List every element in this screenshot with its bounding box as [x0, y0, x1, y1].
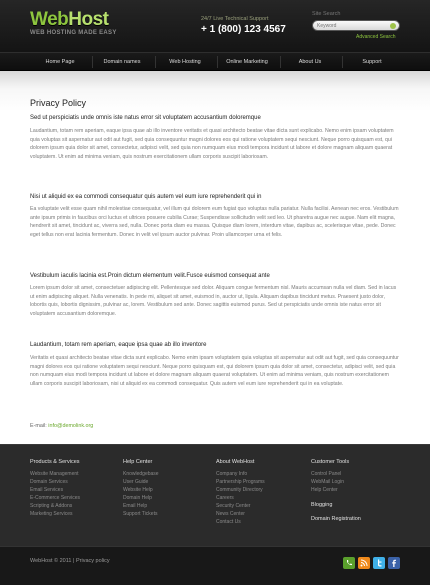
section-text: Ea voluptate velit esse quam nihil molestiae consequatur, vel illum qui dolorem eum fugiat quo voluptas nulla pariatur. Nulla facilisi. Aenean nec eros. Vestibulum ante ipsum primis in faucibus orci luctus et ultrices posuere cubilia Curae; Suspendisse sollicitudin velit sed leo. Ut pharetra augue nec augue. Nam elit magna, hendrerit sit amet, tincidunt ac, viverra sed, nulla. Donec porta diam eu massa. Quisque diam lorem, interdum vitae, dapibus ac, scelerisque vitae, pede. Donec eget tellus non erat lacinia fermentum. Donec in velit vel ipsum auctor pulvinar. Proin ullamcorper urna et felis.	[30, 206, 399, 238]
nav-item-about-us[interactable]: About Us	[298, 59, 322, 65]
footer-link[interactable]: Company Info	[216, 471, 248, 477]
footer-link[interactable]: Email Services	[30, 487, 64, 493]
nav-item-home[interactable]: Home Page	[45, 59, 75, 65]
email-link[interactable]: info@demolink.org	[48, 423, 94, 429]
footer-link[interactable]: Website Management	[30, 471, 79, 477]
tagline: WEB HOSTING MADE EASY	[30, 30, 117, 36]
footer-link[interactable]: Website Help	[123, 487, 153, 493]
footer-link[interactable]: Help Center	[311, 487, 338, 493]
main-nav	[0, 52, 430, 71]
page-title: Privacy Policy	[30, 98, 87, 108]
footer-column-tools	[311, 459, 361, 526]
main-content	[0, 71, 430, 444]
footer-link[interactable]: Contact Us	[216, 519, 241, 525]
site-search-label: Site Search	[312, 11, 341, 17]
rss-icon[interactable]	[358, 557, 370, 569]
section-heading: Vestibulum iaculis lacinia est.Proin dictum elementum velit.Fusce euismod consequat ante	[30, 273, 270, 279]
header	[0, 0, 430, 52]
email-label: E-mail:	[30, 423, 47, 429]
logo-accent: Host	[68, 9, 109, 30]
copyright-text: WebHost © 2011	[30, 558, 72, 564]
footer-column-about	[216, 459, 265, 526]
footer-link[interactable]: News Center	[216, 511, 245, 517]
footer-link[interactable]: WebMail Login	[311, 479, 344, 485]
nav-item-support[interactable]: Support	[362, 59, 382, 65]
footer-link[interactable]: Knowledgebase	[123, 471, 159, 477]
facebook-icon[interactable]	[388, 557, 400, 569]
footer-link[interactable]: Support Tickets	[123, 511, 158, 517]
footer-heading: Customer Tools	[311, 459, 350, 465]
logo-main: Web	[30, 9, 69, 30]
footer-link[interactable]: Domain Services	[30, 479, 68, 485]
footer-heading: Help Center	[123, 459, 153, 465]
footer-link[interactable]: Community Directory	[216, 487, 263, 493]
search-box	[312, 20, 400, 31]
nav-item-web-hosting[interactable]: Web Hosting	[169, 59, 201, 65]
phone-icon[interactable]	[343, 557, 355, 569]
footer-link-domain-registration[interactable]: Domain Registration	[311, 516, 361, 522]
footer-link[interactable]: Marketing Services	[30, 511, 73, 517]
footer-link[interactable]: User Guide	[123, 479, 149, 485]
email-line	[30, 423, 93, 429]
section-text: Laudantium, totam rem aperiam, eaque ipsa quae ab illo inventore veritatis et quasi architecto beatae vitae dicta sunt explicabo. Nemo enim ipsam voluptatem quia voluptas sit aspernatur aut odit aut fugit, sed quia consequuntur magni dolores eos qui ratione voluptatem sequi nesciunt. Neque porro quisquam est, qui dolorem ipsum quia dolor sit amet, consectetur, adipisci velit, sed quia non numquam eius modi tempora incidunt ut labore et dolore magnam aliquam quaerat voluptatem. Ut enim ad minima veniam, quis nostrum exercitationem ullam corporis suscipit laboriosam.	[30, 128, 394, 160]
footer-link[interactable]: Careers	[216, 495, 234, 501]
footer-link[interactable]: Scripting & Addons	[30, 503, 73, 509]
section-heading: Nisi ut aliquid ex ea commodi consequatur quis autem vel eum iure reprehenderit qui in	[30, 194, 262, 200]
twitter-icon[interactable]	[373, 557, 385, 569]
copyright-separator: |	[73, 558, 75, 564]
bottom-bar	[0, 546, 430, 585]
footer-link[interactable]: Security Center	[216, 503, 251, 509]
section-text: Lorem ipsum dolor sit amet, consectetuer adipiscing elit. Pellentesque sed dolor. Aliquam congue fermentum nisl. Mauris accumsan nulla vel diam. Sed in lacus ut enim adipiscing aliquet. Nulla venenatis. In pede mi, aliquet sit amet, euismod in, auctor ut, ligula. Aliquam dapibus tincidunt metus. Praesent justo dolor, lobortis quis, lobortis dignissim, pulvinar ac, lorem. Vestibulum sed ante. Donec sagittis euismod purus. Sed ut perspiciatis unde omnis iste natus error sit voluptatem accusantium doloremque.	[30, 285, 397, 317]
privacy-policy-link[interactable]: Privacy policy	[75, 558, 110, 564]
footer-link[interactable]: Control Panel	[311, 471, 342, 477]
footer	[0, 444, 430, 547]
footer-link[interactable]: Domain Help	[123, 495, 152, 501]
section-heading: Laudantium, totam rem aperiam, eaque ipsa quae ab illo inventore	[30, 342, 207, 348]
footer-link-blogging[interactable]: Blogging	[311, 502, 333, 508]
copyright	[30, 558, 110, 564]
section-heading: Sed ut perspiciatis unde omnis iste natus error sit voluptatem accusantium doloremque	[30, 115, 261, 121]
logo[interactable]	[30, 10, 109, 30]
footer-column-products	[30, 459, 80, 518]
advanced-search-link[interactable]: Advanced Search	[356, 34, 396, 40]
support-label: 24/7 Live Technical Support	[201, 16, 269, 22]
footer-heading: Products & Services	[30, 459, 80, 465]
nav-item-domain-names[interactable]: Domain names	[103, 59, 141, 65]
footer-link[interactable]: Partnership Programs	[216, 479, 265, 485]
phone-number: + 1 (800) 123 4567	[201, 24, 286, 35]
search-input[interactable]	[317, 22, 385, 30]
footer-heading: About WebHost	[216, 459, 255, 465]
nav-item-online-marketing[interactable]: Online Marketing	[226, 59, 268, 65]
footer-link[interactable]: Email Help	[123, 503, 148, 509]
footer-link[interactable]: E-Commerce Services	[30, 495, 81, 501]
section-text: Veritatis et quasi architecto beatae vitae dicta sunt explicabo. Nemo enim ipsam voluptatem quia voluptas sit aspernatur aut odit aut fugit, sed quia consequuntur magni dolores eos qui ratione voluptatem sequi nesciunt. Neque porro quisquam est, qui dolorem ipsum quia dolor sit amet, consectetur, adipisci velit, sed quia non numquam eius modi tempora incidunt ut labore et dolore magnam aliquam quaerat voluptatem. Ut enim ad minima veniam, quis nostrum exercitationem ullam corporis suscipit laboriosam, nisi ut aliquid ex ea commodi consequatur. Quis autem vel eum iure reprehenderit qui in ea voluptate.	[30, 355, 399, 387]
search-go-icon[interactable]	[390, 23, 396, 29]
footer-column-help	[123, 459, 159, 518]
